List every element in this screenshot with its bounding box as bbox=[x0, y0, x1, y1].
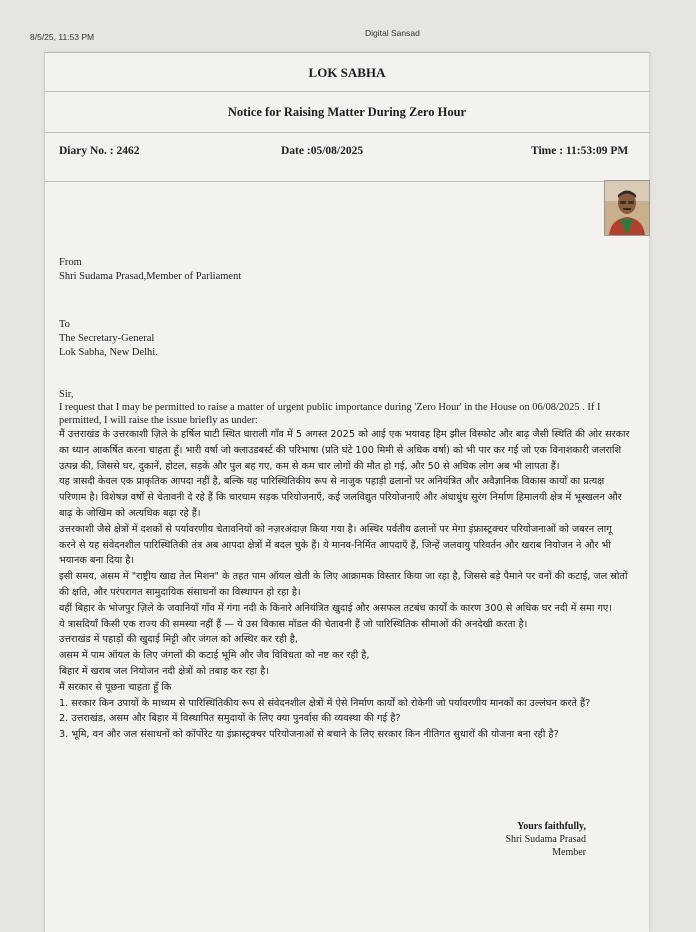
matter-paragraph: असम में पाम ऑयल के लिए जंगलों की कटाई भूमि और जैव विविधता को नष्ट कर रही है, bbox=[59, 650, 370, 662]
diary-number: Diary No. : 2462 bbox=[59, 145, 140, 157]
matter-paragraph: मैं सरकार से पूछना चाहता हूँ कि bbox=[59, 681, 172, 693]
matter-paragraph: यह त्रासदी केवल एक प्राकृतिक आपदा नहीं है, बल्कि यह पारिस्थितिकीय रूप से नाजुक पहाड़ी ढलानों पर अनियंत्रित और अवैज्ञानिक विकास कार्यों का प्रत्यक्ष परिणाम है। विशेषज्ञ वर्षों से चेतावनी दे रहे हैं कि चारधाम सड़क परियोजनाएँ, कई जलविद्युत परियोजनाएँ और अंधाधुंध सुरंग निर्माण हिमालयी क्षेत्र में भूस्खलन और बाढ़ के जोखिम को अत्यधिक बढ़ा रहे हैं। bbox=[59, 476, 622, 519]
to-line-2: Lok Sabha, New Delhi. bbox=[59, 347, 158, 358]
notice-meta bbox=[45, 133, 649, 181]
signature-block bbox=[470, 820, 586, 859]
print-timestamp: 8/5/25, 11:53 PM bbox=[30, 32, 95, 42]
matter-paragraph: इसी समय, असम में "राष्ट्रीय खाद्य तेल मिशन" के तहत पाम ऑयल खेती के लिए आक्रामक विस्तार किया जा रहा है, जिससे बड़े पैमाने पर वनों की कटाई, जल स्रोतों की क्षति, और परंपरागत सामुदायिक संसाधनों का विस्थापन हो रहा है। bbox=[59, 571, 628, 598]
house-title: LOK SABHA bbox=[45, 53, 649, 92]
question-item: 1. सरकार किन उपायों के माध्यम से पारिस्थितिकीय रूप से संवेदनशील क्षेत्रों में ऐसे निर्माण कार्यों को रोकेगी जो पर्यावरणीय मानकों का उल्लंघन करते हैं? bbox=[59, 697, 591, 709]
notice-title: Notice for Raising Matter During Zero Hour bbox=[45, 92, 649, 133]
to-block bbox=[59, 318, 631, 360]
notice-date: Date :05/08/2025 bbox=[281, 145, 364, 157]
notice-document bbox=[44, 52, 650, 932]
matter-paragraph: मैं उत्तराखंड के उत्तरकाशी ज़िले के हर्षिल घाटी स्थित धाराली गाँव में 5 अगस्त 2025 को आई एक भयावह हिम झील विस्फोट और बाढ़ जैसी स्थिति की ओर सरकार का ध्यान आकर्षित करना चाहता हूँ। भारी वर्षा जो क्लाउडबर्स्ट की परिभाषा (प्रति घंटे 100 मिमी से अधिक वर्षा) को भी पार कर गई जो एक विनाशकारी जलराशि उत्पन्न की, जिससे घर, दुकानें, होटल, सड़कें और पुल बह गए, कम से कम चार लोगों की मौत हो गई, और 50 से अधिक लोग अब भी लापता हैं। bbox=[59, 429, 630, 472]
notice-time: Time : 11:53:09 PM bbox=[531, 145, 629, 157]
matter-paragraph: उत्तरकाशी जैसे क्षेत्रों में दशकों से पर्यावरणीय चेतावनियों को नज़रअंदाज़ किया गया है। अस्थिर पर्वतीय ढलानों पर मेगा इंफ्रास्ट्रक्चर परियोजनाओं को जबरन लागू करने से यह संवेदनशील पारिस्थितिकी तंत्र अब आपदा क्षेत्रों में बदल चुके हैं। ये मानव-निर्मित आपदाएँ हैं, जिन्हें जलवायु परिवर्तन और खराब नियोजन ने और भी भयानक बना दिया है। bbox=[59, 523, 612, 567]
intro-paragraph: I request that I may be permitted to raise a matter of urgent public importance during 'Zero Hour' in the House on 06/08/2025 . If I permitted, I will raise the issue briefly as under: bbox=[59, 402, 601, 426]
from-name: Shri Sudama Prasad,Member of Parliament bbox=[59, 271, 242, 282]
matter-paragraph: बिहार में खराब जल नियोजन नदी क्षेत्रों को तबाह कर रहा है। bbox=[59, 665, 269, 677]
salutation: Sir, bbox=[59, 389, 74, 400]
question-item: 2. उत्तराखंड, असम और बिहार में विस्थापित समुदायों के लिए क्या पुनर्वास की व्यवस्था की गई है? bbox=[59, 713, 401, 725]
from-block bbox=[59, 256, 631, 284]
member-photo bbox=[604, 180, 650, 236]
question-item: 3. भूमि, वन और जल संसाधनों को कॉर्पोरेट या इंफ्रास्ट्रक्चर परियोजनाओं से बचाने के लिए सरकार किन नीतिगत सुधारों की योजना बना रही है? bbox=[59, 729, 559, 741]
matter-paragraph: ये त्रासदियाँ किसी एक राज्य की समस्या नहीं हैं — ये उस विकास मॉडल की चेतावनी हैं जो पारिस्थितिक सीमाओं की अनदेखी करता है। bbox=[59, 618, 528, 630]
signatory-designation: Member bbox=[552, 847, 586, 858]
matter-paragraph: वहीं बिहार के भोजपुर ज़िले के जवानियाँ गाँव में गंगा नदी के किनारे अनियंत्रित खुदाई और असफल तटबंध कार्यों के कारण 300 से अधिक घर नदी में समा गए। bbox=[59, 602, 612, 614]
from-label: From bbox=[59, 257, 82, 268]
matter-text bbox=[59, 427, 631, 743]
signatory-name: Shri Sudama Prasad bbox=[505, 834, 586, 845]
closing: Yours faithfully, bbox=[517, 821, 586, 832]
matter-paragraph: उत्तराखंड में पहाड़ों की खुदाई मिट्टी और जंगल को अस्थिर कर रही है, bbox=[59, 634, 298, 646]
to-label: To bbox=[59, 319, 70, 330]
notice-body bbox=[59, 256, 631, 743]
to-line-1: The Secretary-General bbox=[59, 333, 155, 344]
print-site-name: Digital Sansad bbox=[365, 28, 420, 38]
notice-header bbox=[45, 52, 649, 182]
